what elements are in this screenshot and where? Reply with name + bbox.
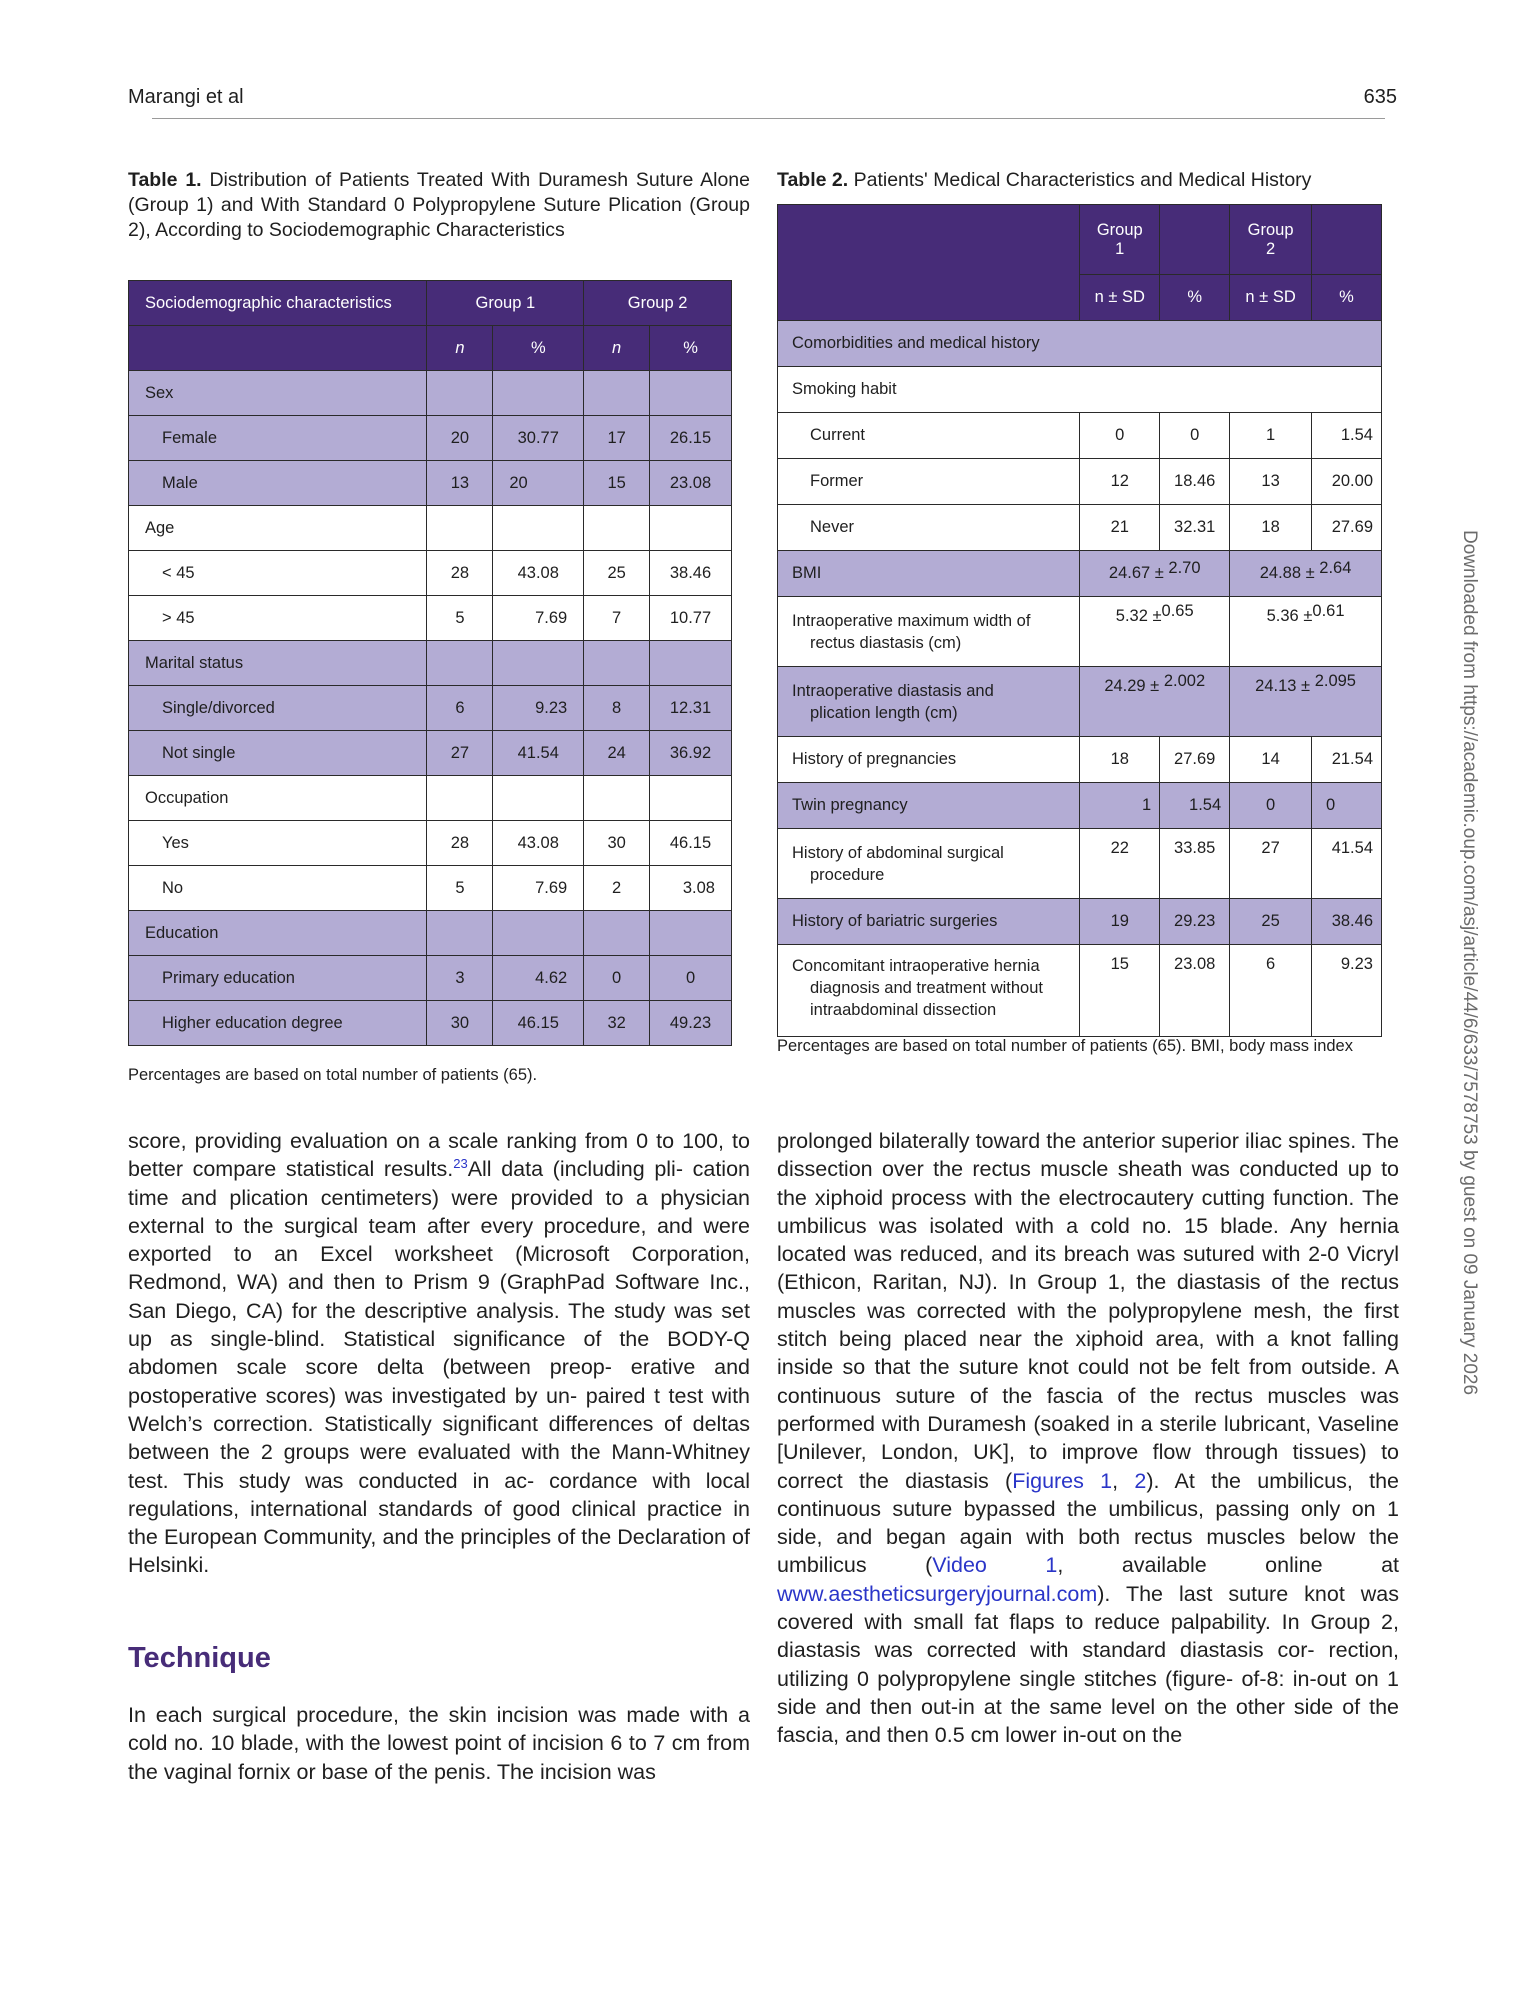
table-cell: 21 [1080, 505, 1160, 551]
table-row [129, 686, 732, 731]
figure-link[interactable]: Figures 1 [1012, 1468, 1113, 1493]
table-cell [650, 641, 732, 686]
table-cell: 12.31 [650, 686, 732, 731]
mean-value: 24.88 ± [1259, 564, 1315, 582]
table-cell [427, 371, 493, 416]
table-cell: 6 [1230, 945, 1312, 1037]
table-cell [493, 911, 584, 956]
table1-caption-text: Distribution of Patients Treated With Duramesh Suture Alone (Group 1) and With Standard 0 Polypropylene Suture Plication (Group 2), According to Sociodemographic Characteristics [128, 169, 750, 241]
table-cell: 13 [427, 461, 493, 506]
table-cell: 3.08 [650, 866, 732, 911]
table-cell: 38.46 [650, 551, 732, 596]
table-cell [584, 911, 650, 956]
table-cell: 15 [584, 461, 650, 506]
table-row [129, 551, 732, 596]
table-cell [584, 371, 650, 416]
table-cell: 17 [584, 416, 650, 461]
table-cell: 36.92 [650, 731, 732, 776]
table-row [778, 459, 1382, 505]
table-cell: 2 [584, 866, 650, 911]
table-cell: 38.46 [1312, 899, 1382, 945]
row-label: Age [129, 506, 427, 551]
table-cell: 26.15 [650, 416, 732, 461]
table2-group1-head-b: 1 [1115, 239, 1125, 258]
body-paragraph-right [777, 1127, 1399, 1750]
table-cell [493, 506, 584, 551]
row-label-line: plication length (cm) [810, 703, 958, 722]
row-label: < 45 [129, 551, 427, 596]
table2-caption-label: Table 2. [777, 169, 849, 191]
table1-n-head: n [584, 326, 650, 371]
table-cell [1080, 597, 1230, 667]
table2-group2-head [1230, 205, 1312, 275]
table-row [778, 321, 1382, 367]
table-row [778, 945, 1382, 1037]
table1-caption-label: Table 1. [128, 169, 202, 191]
table2-group2-head-a: Group [1247, 220, 1294, 239]
section-heading: Technique [128, 1642, 271, 1674]
table-cell: 7.69 [493, 596, 584, 641]
sd-value: 0.65 [1161, 602, 1194, 620]
table-cell: 0 [1312, 783, 1382, 829]
table-cell: 1.54 [1160, 783, 1230, 829]
table-cell [650, 371, 732, 416]
table-cell: 4.62 [493, 956, 584, 1001]
table1-footnote: Percentages are based on total number of patients (65). [128, 1066, 538, 1084]
mean-value: 5.32 ± [1115, 607, 1162, 625]
body-text: prolonged bilaterally toward the anterior superior iliac spines. The dissection over the rectus muscle sheath was conducted up to the xiphoid process with the electrocautery cutting function. The umbilicus was isolated with a cold no. 15 blade. Any hernia located was reduced, and its breach was sutured with 2-0 Vicryl (Ethicon, Raritan, NJ). In Group 1, the diastasis of the rectus muscles was corrected with the polypropylene mesh, the first stitch being placed near the xiphoid area, with a knot falling inside so that the suture knot could not be felt from outside. A continuous suture of the fascia of the rectus muscles was performed with Duramesh (soaked in a sterile lubricant, Vaseline [Unilever, London, UK], to improve flow through tissues) to correct the diastasis ( [777, 1129, 1399, 1493]
table2-caption-text: Patients' Medical Characteristics and Medical History [848, 169, 1312, 191]
row-label-line: Concomitant intraoperative hernia [792, 957, 1040, 975]
row-label: Not single [129, 731, 427, 776]
table-cell [427, 776, 493, 821]
table-cell [1230, 667, 1382, 737]
row-label-line: rectus diastasis (cm) [810, 633, 962, 652]
table-cell: 30 [584, 821, 650, 866]
table-cell: 18 [1230, 505, 1312, 551]
row-label: Marital status [129, 641, 427, 686]
row-label: > 45 [129, 596, 427, 641]
table-cell: 5 [427, 866, 493, 911]
table-cell: 5 [427, 596, 493, 641]
body-text: ). The last suture knot was covered with small fat flaps to reduce palpability. In Group 2, diastasis was corrected with standard diastasis cor- rection, utilizing 0 polypropylene single stitches (figure- of-8: in-out on 1 side and then out-in at the same level on the other side of the fascia, and then 0.5 cm lower in-out on the [777, 1581, 1399, 1748]
body-paragraph-left [128, 1127, 750, 1580]
row-label-line: intraabdominal dissection [810, 1001, 997, 1019]
sd-value: 2.64 [1319, 559, 1352, 577]
table-row [778, 737, 1382, 783]
table-cell: 49.23 [650, 1001, 732, 1046]
table-cell: 0 [650, 956, 732, 1001]
row-label: Higher education degree [129, 1001, 427, 1046]
table2-subheader-row [778, 275, 1382, 321]
table-cell: 12 [1080, 459, 1160, 505]
table-cell: 20 [427, 416, 493, 461]
table-cell: 8 [584, 686, 650, 731]
table-cell [584, 506, 650, 551]
table-cell: 21.54 [1312, 737, 1382, 783]
table-cell: 46.15 [650, 821, 732, 866]
sd-value: 2.095 [1314, 672, 1356, 690]
mean-value: 24.29 ± [1104, 677, 1160, 695]
body-text: , available online at [1057, 1553, 1400, 1578]
table-cell [427, 911, 493, 956]
table-cell: 30.77 [493, 416, 584, 461]
table-cell [1230, 597, 1382, 667]
table-cell: 30 [427, 1001, 493, 1046]
row-label: Yes [129, 821, 427, 866]
table-cell: 9.23 [1312, 945, 1382, 1037]
table-row [129, 506, 732, 551]
table-row [778, 597, 1382, 667]
table1-caption [128, 168, 750, 243]
table2-head-empty [1160, 205, 1230, 275]
table-cell: 28 [427, 821, 493, 866]
row-label: Education [129, 911, 427, 956]
mean-value: 5.36 ± [1266, 607, 1313, 625]
body-text: ). At the umbilicus, the continuous suture bypassed the umbilicus, passing only on 1 side, and began again with both rectus muscles below the umbilicus ( [777, 1468, 1400, 1578]
body-text: All data (including pli- cation time and plication centimeters) were provided to a physician external to the surgical team after every procedure, and were exported to an Excel worksheet (Microsoft Corporation, Redmond, WA) and then to Prism 9 (GraphPad Software Inc., San Diego, CA) for the descriptive analysis. The study was set up as single-blind. Statistical significance of the BODY-Q abdomen scale score delta (between preop- erative and postoperative scores) was investigated by un- paired t test with Welch’s correction. Statistically significant differences of deltas between the 2 groups were evaluated with the Mann-Whitney test. This study was conducted in ac- cordance with local regulations, international standards of good clinical practice in the European Community, and the principles of the Declaration of Helsinki. [128, 1157, 750, 1578]
figure-link[interactable]: 2 [1134, 1468, 1147, 1493]
row-label-line: procedure [810, 865, 885, 884]
body-paragraph-technique: In each surgical procedure, the skin incision was made with a cold no. 10 blade, with the lowest point of incision 6 to 7 cm from the vaginal fornix or base of the penis. The incision was [128, 1703, 750, 1784]
table-cell: 20.00 [1312, 459, 1382, 505]
table-cell: 0 [584, 956, 650, 1001]
table1-subheader-row [129, 326, 732, 371]
table-cell: 25 [584, 551, 650, 596]
table-row [129, 1001, 732, 1046]
table-cell: 27.69 [1160, 737, 1230, 783]
table-cell: 41.54 [493, 731, 584, 776]
table2-header-row [778, 205, 1382, 275]
table-cell: 20 [493, 461, 584, 506]
row-label: Former [778, 459, 1080, 505]
row-label: Single/divorced [129, 686, 427, 731]
table-cell [1230, 551, 1382, 597]
table-cell [1080, 551, 1230, 597]
row-label: Female [129, 416, 427, 461]
row-label: Occupation [129, 776, 427, 821]
body-text: score, providing evaluation on a scale ranking from 0 to 100, to better compare statistical results. [128, 1129, 750, 1182]
mean-value: 24.67 ± [1108, 564, 1164, 582]
row-label: Never [778, 505, 1080, 551]
table-row [129, 911, 732, 956]
table-cell [427, 641, 493, 686]
table-row [778, 367, 1382, 413]
row-label: No [129, 866, 427, 911]
row-label-line: Intraoperative maximum width of [792, 611, 1031, 630]
table-cell: 29.23 [1160, 899, 1230, 945]
sd-value: 2.70 [1168, 559, 1201, 577]
table2-caption [777, 168, 1392, 193]
journal-url-link[interactable]: www.aestheticsurgeryjournal.com [777, 1581, 1098, 1606]
table-cell [584, 776, 650, 821]
table-cell: 18.46 [1160, 459, 1230, 505]
table-cell: 0 [1160, 413, 1230, 459]
table-cell: 1.54 [1312, 413, 1382, 459]
table-row [778, 667, 1382, 737]
table-cell: 0 [1080, 413, 1160, 459]
header-rule [152, 118, 1385, 119]
table-cell: 43.08 [493, 821, 584, 866]
table-cell [493, 641, 584, 686]
table-cell: 14 [1230, 737, 1312, 783]
table2-nsd-head: n ± SD [1080, 275, 1160, 321]
table1-group1-head: Group 1 [427, 281, 584, 326]
table2-head-empty [1312, 205, 1382, 275]
table-cell: 0 [1230, 783, 1312, 829]
table1-header-row [129, 281, 732, 326]
table-row [129, 416, 732, 461]
table-cell: 15 [1080, 945, 1160, 1037]
table-cell [584, 641, 650, 686]
table-cell: 1 [1230, 413, 1312, 459]
reference-link[interactable]: 23 [453, 1156, 468, 1172]
row-label [778, 945, 1080, 1037]
table-cell: 25 [1230, 899, 1312, 945]
table-cell [493, 776, 584, 821]
table-cell [427, 506, 493, 551]
row-label: Male [129, 461, 427, 506]
table-cell: 13 [1230, 459, 1312, 505]
row-label: Smoking habit [778, 367, 1382, 413]
table-cell: 24 [584, 731, 650, 776]
table2-group2-head-b: 2 [1265, 239, 1276, 258]
table-row [129, 821, 732, 866]
table1-pct-head: % [493, 326, 584, 371]
table-row [129, 596, 732, 641]
table2-footnote: Percentages are based on total number of patients (65). BMI, body mass index [777, 1037, 1353, 1055]
table-cell: 28 [427, 551, 493, 596]
table-cell: 6 [427, 686, 493, 731]
table-cell: 3 [427, 956, 493, 1001]
table2-group1-head [1080, 205, 1160, 275]
row-label: Sex [129, 371, 427, 416]
table2-head-empty [778, 205, 1080, 275]
row-label [778, 597, 1080, 667]
table-row [129, 641, 732, 686]
row-label [778, 667, 1080, 737]
table2-pct-head: % [1312, 275, 1382, 321]
table-row [129, 776, 732, 821]
table-cell: 27.69 [1312, 505, 1382, 551]
table-cell: 43.08 [493, 551, 584, 596]
table-row [129, 866, 732, 911]
table-cell: 32.31 [1160, 505, 1230, 551]
table-cell [650, 506, 732, 551]
sd-value: 2.002 [1163, 672, 1206, 690]
running-head: Marangi et al [128, 86, 244, 108]
table-row [778, 551, 1382, 597]
table-cell: 33.85 [1160, 829, 1230, 899]
table-row [778, 829, 1382, 899]
table1-group2-head: Group 2 [584, 281, 732, 326]
table-cell: 7.69 [493, 866, 584, 911]
table1-col-head: Sociodemographic characteristics [129, 281, 427, 326]
table-cell: 41.54 [1312, 829, 1382, 899]
table2-pct-head: % [1160, 275, 1230, 321]
table-row [778, 413, 1382, 459]
table-cell [493, 371, 584, 416]
table-cell: 32 [584, 1001, 650, 1046]
table-cell [650, 776, 732, 821]
row-label: Comorbidities and medical history [778, 321, 1382, 367]
table-cell [650, 911, 732, 956]
row-label: BMI [778, 551, 1080, 597]
row-label: History of pregnancies [778, 737, 1080, 783]
table-row [778, 899, 1382, 945]
table-cell: 18 [1080, 737, 1160, 783]
table-row [778, 783, 1382, 829]
table-row [129, 371, 732, 416]
table1-pct-head: % [650, 326, 732, 371]
table-row [778, 505, 1382, 551]
sd-value: 0.61 [1312, 602, 1345, 620]
table2-group1-head-a: Group [1096, 220, 1143, 239]
row-label: History of bariatric surgeries [778, 899, 1080, 945]
table1-n-head: n [427, 326, 493, 371]
table-row [129, 731, 732, 776]
row-label [778, 829, 1080, 899]
row-label-line: History of abdominal surgical [792, 843, 1004, 862]
row-label: Twin pregnancy [778, 783, 1080, 829]
table-row [129, 956, 732, 1001]
table-cell: 1 [1080, 783, 1160, 829]
table-row [129, 461, 732, 506]
row-label-line: diagnosis and treatment without [810, 979, 1043, 997]
mean-value: 24.13 ± [1255, 677, 1311, 695]
table-cell: 27 [427, 731, 493, 776]
table-cell: 10.77 [650, 596, 732, 641]
table1-subhead-empty [129, 326, 427, 371]
table2 [777, 204, 1382, 1037]
page-number: 635 [1363, 86, 1397, 108]
video-link[interactable]: Video 1 [932, 1553, 1058, 1578]
table1 [128, 280, 732, 1046]
row-label: Current [778, 413, 1080, 459]
table-cell: 22 [1080, 829, 1160, 899]
table-cell: 7 [584, 596, 650, 641]
row-label: Primary education [129, 956, 427, 1001]
download-watermark: Downloaded from https://academic.oup.com/asj/article/44/6/633/7578753 by guest on 09 January 2026 [1459, 530, 1480, 1396]
table-cell: 19 [1080, 899, 1160, 945]
table-cell: 9.23 [493, 686, 584, 731]
table2-nsd-head: n ± SD [1230, 275, 1312, 321]
table2-subhead-empty [778, 275, 1080, 321]
table-cell [1080, 667, 1230, 737]
table-cell: 23.08 [650, 461, 732, 506]
table-cell: 23.08 [1160, 945, 1230, 1037]
body-text: , [1112, 1468, 1135, 1493]
row-label-line: Intraoperative diastasis and [792, 681, 994, 700]
table-cell: 46.15 [493, 1001, 584, 1046]
table-cell: 27 [1230, 829, 1312, 899]
